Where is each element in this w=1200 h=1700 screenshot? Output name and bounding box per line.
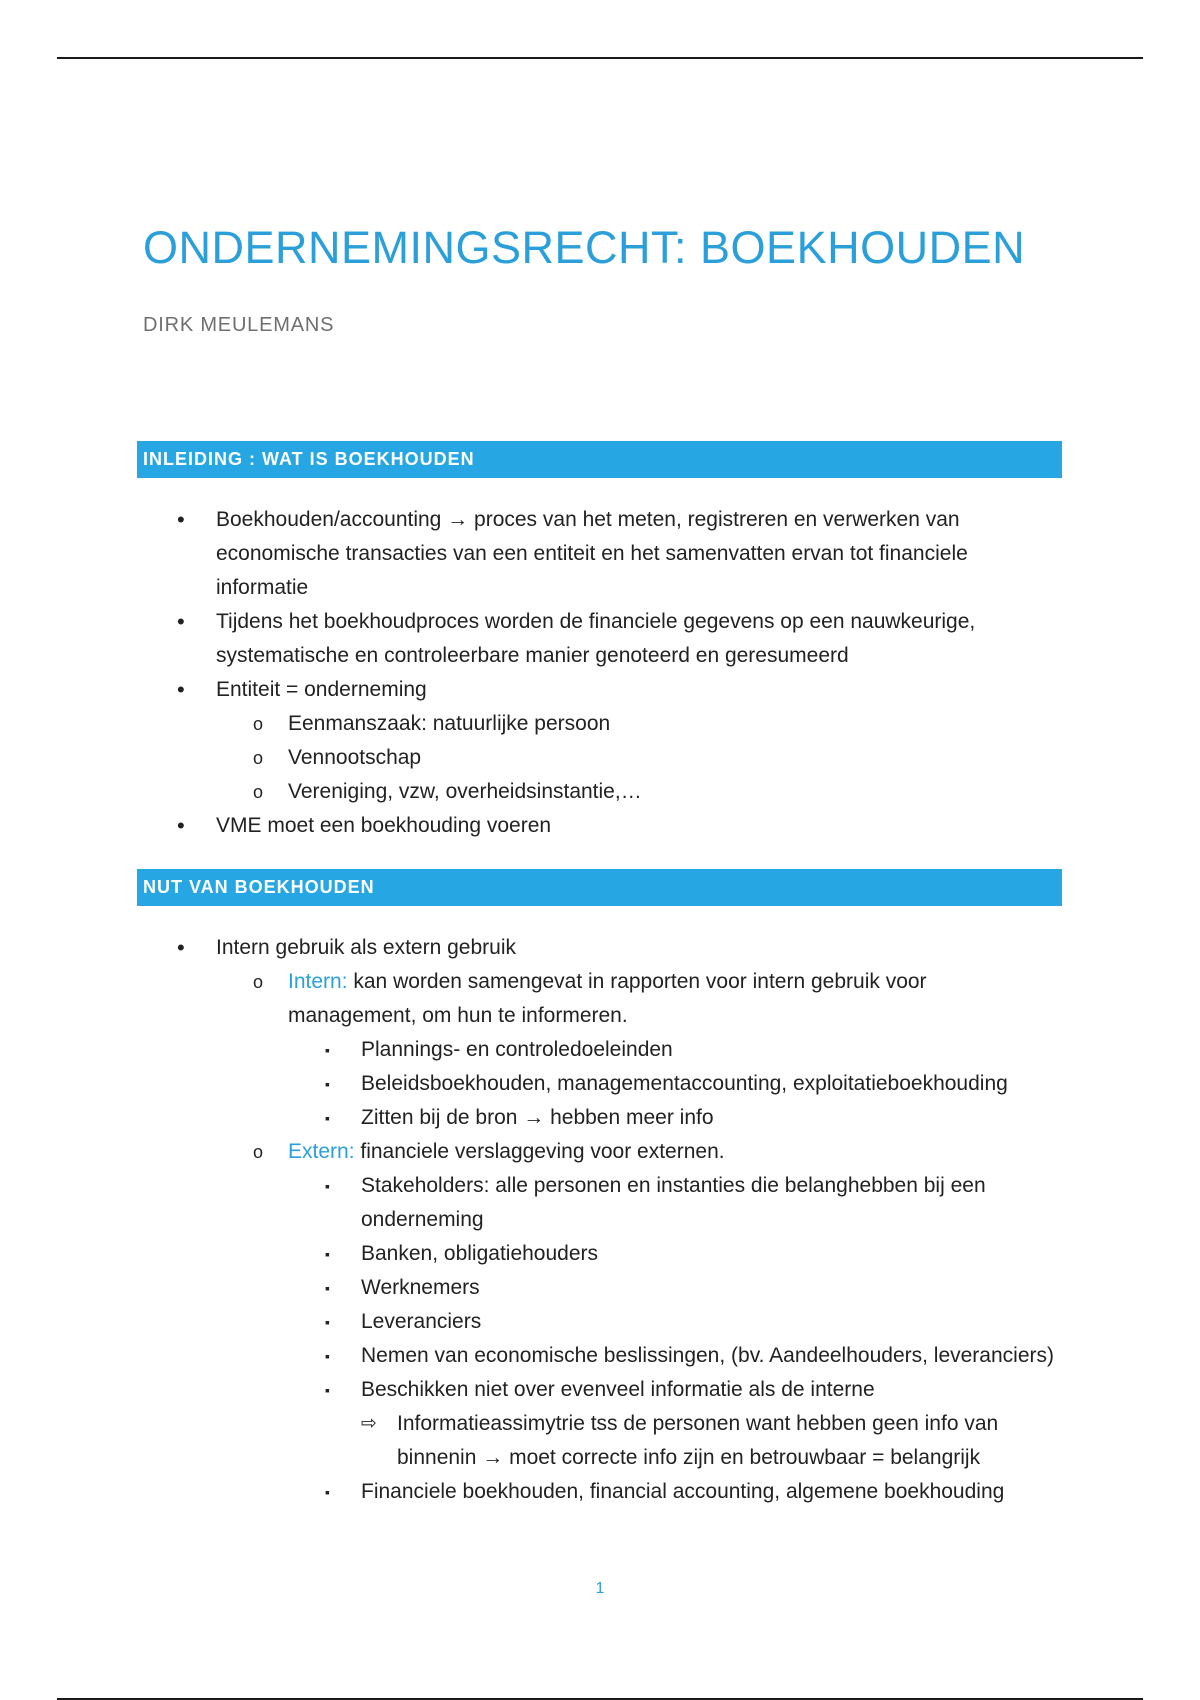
list-item-text: Beleidsboekhouden, managementaccounting, exploitatieboekhouding <box>361 1072 1008 1095</box>
list-item <box>0 1407 1037 1475</box>
list-item-text: Tijdens het boekhoudproces worden de financiele gegevens op een nauwkeurige, systematische en controleerbare manier genoteerd en geresumeerd <box>216 610 976 667</box>
list-item <box>0 1305 1061 1339</box>
list-item <box>0 1101 1061 1135</box>
list-item-text: Informatieassimytrie tss de personen want hebben geen info van binnenin → moet correcte info zijn en betrouwbaar = belangrijk <box>397 1412 999 1469</box>
list-item <box>0 1067 1061 1101</box>
square-bullet-icon: ▪ <box>325 1246 330 1262</box>
extern-label: Extern: <box>288 1140 355 1163</box>
list-item-text: Werknemers <box>361 1276 480 1299</box>
square-bullet-icon: ▪ <box>325 1484 330 1500</box>
bullet-icon: • <box>177 935 185 960</box>
list-item <box>0 741 1048 775</box>
intern-label: Intern: <box>288 970 348 993</box>
header-rule <box>57 57 1143 59</box>
bullet-icon: • <box>177 677 185 702</box>
bullet-icon: • <box>177 609 185 634</box>
list-item <box>0 503 1036 605</box>
circle-bullet-icon: o <box>253 748 264 768</box>
square-bullet-icon: ▪ <box>325 1110 330 1126</box>
list-item-text: Intern gebruik als extern gebruik <box>216 936 516 959</box>
list-item-text: Zitten bij de bron → hebben meer info <box>361 1106 714 1129</box>
section2-list <box>0 931 1061 1509</box>
arrow-right-icon: ⇨ <box>361 1413 377 1434</box>
intern-text: kan worden samengevat in rapporten voor intern gebruik voor management, om hun te informeren. <box>288 970 927 1027</box>
list-item-text: Eenmanszaak: natuurlijke persoon <box>288 712 611 735</box>
square-bullet-icon: ▪ <box>325 1076 330 1092</box>
extern-text: financiele verslaggeving voor externen. <box>354 1140 725 1163</box>
circle-bullet-icon: o <box>253 782 264 802</box>
square-bullet-icon: ▪ <box>325 1348 330 1364</box>
circle-bullet-icon: o <box>253 972 264 992</box>
list-item-text: Entiteit = onderneming <box>216 678 427 701</box>
list-item-text: Vennootschap <box>288 746 422 769</box>
list-item <box>0 775 1048 809</box>
square-bullet-icon: ▪ <box>325 1314 330 1330</box>
list-item-text: Leveranciers <box>361 1310 482 1333</box>
list-item-text: Nemen van economische beslissingen, (bv. Aandeelhouders, leveranciers) <box>361 1344 1054 1367</box>
square-bullet-icon: ▪ <box>325 1382 330 1398</box>
list-item <box>0 673 1036 707</box>
list-item <box>0 707 1048 741</box>
bullet-icon: • <box>177 507 185 532</box>
list-item <box>0 1169 1061 1237</box>
circle-bullet-icon: o <box>253 1142 264 1162</box>
list-item <box>0 1271 1061 1305</box>
section1-list <box>0 503 1048 843</box>
list-item-text: Vereniging, vzw, overheidsinstantie,… <box>288 780 642 803</box>
list-item <box>0 1237 1061 1271</box>
list-item-text: Banken, obligatiehouders <box>361 1242 599 1265</box>
square-bullet-icon: ▪ <box>325 1042 330 1058</box>
list-item-text: Beschikken niet over evenveel informatie als de interne <box>361 1378 875 1401</box>
document-author: DIRK MEULEMANS <box>143 314 335 336</box>
list-item-extern <box>0 1135 1048 1169</box>
section-heading-inleiding: INLEIDING : WAT IS BOEKHOUDEN <box>137 441 1062 478</box>
document-title: ONDERNEMINGSRECHT: BOEKHOUDEN <box>143 222 1026 273</box>
bullet-icon: • <box>177 813 185 838</box>
circle-bullet-icon: o <box>253 714 264 734</box>
list-item <box>0 1033 1061 1067</box>
list-item <box>0 931 1036 965</box>
list-item-text: Plannings- en controledoeleinden <box>361 1038 673 1061</box>
list-item <box>0 1339 1061 1373</box>
list-item-intern <box>0 965 1048 1033</box>
list-item <box>0 1475 1061 1509</box>
list-item <box>0 605 1036 673</box>
list-item <box>0 809 1036 843</box>
page-number: 1 <box>595 1580 605 1597</box>
list-item <box>0 1373 1061 1407</box>
list-item-text: VME moet een boekhouding voeren <box>216 814 552 837</box>
list-item-text: Financiele boekhouden, financial accounting, algemene boekhouding <box>361 1480 1005 1503</box>
section-heading-nut: NUT VAN BOEKHOUDEN <box>137 869 1062 906</box>
list-item-text: Stakeholders: alle personen en instanties die belanghebben bij een onderneming <box>361 1174 986 1231</box>
square-bullet-icon: ▪ <box>325 1280 330 1296</box>
square-bullet-icon: ▪ <box>325 1178 330 1194</box>
list-item-text: Boekhouden/accounting → proces van het meten, registreren en verwerken van economische transacties van een entiteit en het samenvatten ervan tot financiele informatie <box>216 508 968 599</box>
